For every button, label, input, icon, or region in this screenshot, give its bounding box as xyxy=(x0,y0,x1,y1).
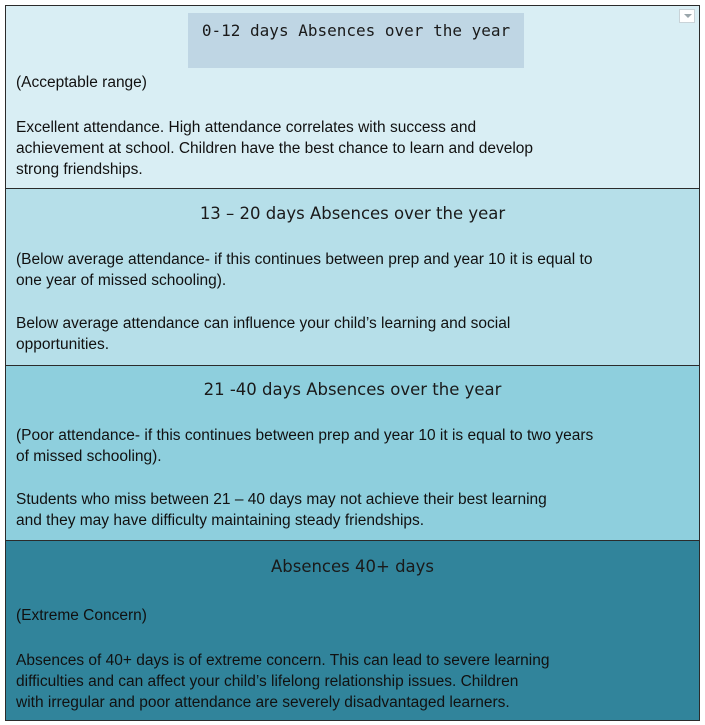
description-line: strong friendships. xyxy=(16,161,143,178)
band-0-12-days xyxy=(6,6,699,188)
description-line: opportunities. xyxy=(16,336,110,353)
attendance-table xyxy=(5,5,700,721)
description-line: achievement at school. Children have the best chance to learn and develop xyxy=(16,140,534,157)
band-description xyxy=(16,313,686,355)
band-heading: Absences 40+ days xyxy=(270,557,435,576)
band-40-plus-days xyxy=(6,540,699,720)
description-line: Below average attendance can influence your child’s learning and social xyxy=(16,315,511,332)
description-line: with irregular and poor attendance are severely disadvantaged learners. xyxy=(16,694,510,711)
label-line: one year of missed schooling). xyxy=(16,272,227,289)
band-description xyxy=(16,117,686,180)
band-label xyxy=(16,425,686,467)
band-21-40-days xyxy=(6,365,699,540)
title-box xyxy=(188,13,524,68)
label-line: (Below average attendance- if this continues between prep and year 10 it is equal to xyxy=(16,251,593,268)
description-line: Excellent attendance. High attendance correlates with success and xyxy=(16,119,477,136)
description-line: Absences of 40+ days is of extreme concern. This can lead to severe learning xyxy=(16,652,550,669)
description-line: and they may have difficulty maintaining steady friendships. xyxy=(16,512,425,529)
band-heading: 0-12 days Absences over the year xyxy=(201,21,511,40)
band-label xyxy=(16,249,686,291)
band-13-20-days xyxy=(6,188,699,365)
band-description xyxy=(16,489,686,531)
band-label: (Extreme Concern) xyxy=(16,607,147,624)
band-heading: 21 -40 days Absences over the year xyxy=(203,380,502,399)
band-label: (Acceptable range) xyxy=(16,74,147,91)
description-line: Students who miss between 21 – 40 days may not achieve their best learning xyxy=(16,491,547,508)
description-line: difficulties and can affect your child’s lifelong relationship issues. Children xyxy=(16,673,519,690)
band-description xyxy=(16,650,686,713)
chevron-down-icon[interactable] xyxy=(679,9,695,23)
label-line: (Poor attendance- if this continues between prep and year 10 it is equal to two years xyxy=(16,427,594,444)
band-heading: 13 – 20 days Absences over the year xyxy=(199,204,506,223)
label-line: of missed schooling). xyxy=(16,448,162,465)
